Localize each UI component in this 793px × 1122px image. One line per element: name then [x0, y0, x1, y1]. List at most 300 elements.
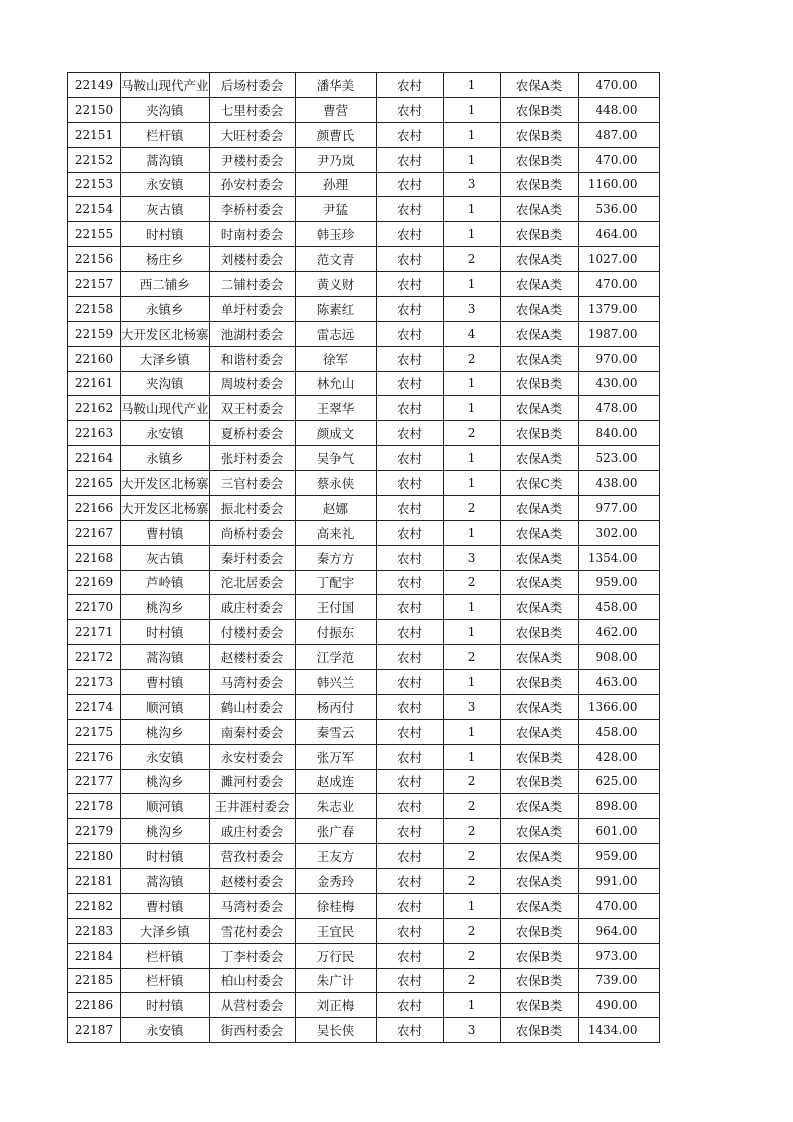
amount-cell: 840.00	[578, 421, 659, 446]
person-name-cell: 秦方方	[295, 545, 376, 570]
record-id-cell: 22168	[68, 545, 121, 570]
table-row	[68, 222, 660, 247]
village-committee-cell: 丁李村委会	[209, 943, 295, 968]
residence-type-cell: 农村	[376, 595, 443, 620]
township-cell: 曹村镇	[121, 893, 210, 918]
township-cell: 顺河镇	[121, 694, 210, 719]
person-name-cell: 徐桂梅	[295, 893, 376, 918]
township-cell: 永镇乡	[121, 446, 210, 471]
person-name-cell: 朱志业	[295, 794, 376, 819]
township-cell: 大开发区北杨寨	[121, 321, 210, 346]
insurance-category-cell: 农保A类	[500, 570, 578, 595]
record-id-cell: 22178	[68, 794, 121, 819]
household-count-cell: 2	[443, 645, 500, 670]
table-row	[68, 645, 660, 670]
person-name-cell: 赵成连	[295, 769, 376, 794]
village-committee-cell: 鹤山村委会	[209, 694, 295, 719]
village-committee-cell: 后场村委会	[209, 73, 295, 98]
amount-cell: 1354.00	[578, 545, 659, 570]
residence-type-cell: 农村	[376, 670, 443, 695]
amount-cell: 964.00	[578, 918, 659, 943]
record-id-cell: 22180	[68, 844, 121, 869]
insurance-category-cell: 农保A类	[500, 446, 578, 471]
record-id-cell: 22167	[68, 520, 121, 545]
insurance-category-cell: 农保B类	[500, 147, 578, 172]
record-id-cell: 22181	[68, 869, 121, 894]
insurance-category-cell: 农保A类	[500, 719, 578, 744]
record-id-cell: 22161	[68, 371, 121, 396]
household-count-cell: 2	[443, 943, 500, 968]
residence-type-cell: 农村	[376, 122, 443, 147]
village-committee-cell: 二铺村委会	[209, 272, 295, 297]
amount-cell: 428.00	[578, 744, 659, 769]
village-committee-cell: 李桥村委会	[209, 197, 295, 222]
amount-cell: 464.00	[578, 222, 659, 247]
insurance-category-cell: 农保A类	[500, 819, 578, 844]
residence-type-cell: 农村	[376, 869, 443, 894]
amount-cell: 601.00	[578, 819, 659, 844]
household-count-cell: 1	[443, 620, 500, 645]
amount-cell: 463.00	[578, 670, 659, 695]
residence-type-cell: 农村	[376, 993, 443, 1018]
village-committee-cell: 柏山村委会	[209, 968, 295, 993]
amount-cell: 973.00	[578, 943, 659, 968]
amount-cell: 523.00	[578, 446, 659, 471]
insurance-category-cell: 农保B类	[500, 968, 578, 993]
township-cell: 桃沟乡	[121, 595, 210, 620]
record-id-cell: 22154	[68, 197, 121, 222]
residence-type-cell: 农村	[376, 620, 443, 645]
township-cell: 栏杆镇	[121, 122, 210, 147]
table-row	[68, 495, 660, 520]
township-cell: 夹沟镇	[121, 371, 210, 396]
township-cell: 蒿沟镇	[121, 645, 210, 670]
township-cell: 永安镇	[121, 421, 210, 446]
township-cell: 灰古镇	[121, 545, 210, 570]
insurance-category-cell: 农保B类	[500, 620, 578, 645]
village-committee-cell: 戚庄村委会	[209, 595, 295, 620]
table-row	[68, 520, 660, 545]
amount-cell: 458.00	[578, 595, 659, 620]
township-cell: 时村镇	[121, 222, 210, 247]
household-count-cell: 1	[443, 670, 500, 695]
table-row	[68, 694, 660, 719]
amount-cell: 1379.00	[578, 296, 659, 321]
village-committee-cell: 振北村委会	[209, 495, 295, 520]
residence-type-cell: 农村	[376, 172, 443, 197]
record-id-cell: 22151	[68, 122, 121, 147]
township-cell: 灰古镇	[121, 197, 210, 222]
record-id-cell: 22187	[68, 1018, 121, 1043]
insurance-category-cell: 农保A类	[500, 645, 578, 670]
table-row	[68, 595, 660, 620]
insurance-category-cell: 农保B类	[500, 97, 578, 122]
household-count-cell: 2	[443, 819, 500, 844]
household-count-cell: 1	[443, 197, 500, 222]
insurance-category-cell: 农保A类	[500, 296, 578, 321]
township-cell: 时村镇	[121, 993, 210, 1018]
residence-type-cell: 农村	[376, 197, 443, 222]
township-cell: 蒿沟镇	[121, 869, 210, 894]
village-committee-cell: 马湾村委会	[209, 670, 295, 695]
table-row	[68, 321, 660, 346]
household-count-cell: 3	[443, 1018, 500, 1043]
residence-type-cell: 农村	[376, 645, 443, 670]
residence-type-cell: 农村	[376, 545, 443, 570]
township-cell: 夹沟镇	[121, 97, 210, 122]
table-row	[68, 471, 660, 496]
residence-type-cell: 农村	[376, 968, 443, 993]
record-id-cell: 22160	[68, 346, 121, 371]
record-id-cell: 22157	[68, 272, 121, 297]
insurance-category-cell: 农保B类	[500, 670, 578, 695]
township-cell: 杨庄乡	[121, 247, 210, 272]
amount-cell: 438.00	[578, 471, 659, 496]
residence-type-cell: 农村	[376, 346, 443, 371]
village-committee-cell: 三官村委会	[209, 471, 295, 496]
amount-cell: 1366.00	[578, 694, 659, 719]
table-row	[68, 446, 660, 471]
table-row	[68, 272, 660, 297]
person-name-cell: 林允山	[295, 371, 376, 396]
household-count-cell: 1	[443, 122, 500, 147]
amount-cell: 448.00	[578, 97, 659, 122]
record-id-cell: 22173	[68, 670, 121, 695]
residence-type-cell: 农村	[376, 147, 443, 172]
person-name-cell: 金秀玲	[295, 869, 376, 894]
household-count-cell: 2	[443, 247, 500, 272]
person-name-cell: 徐军	[295, 346, 376, 371]
village-committee-cell: 戚庄村委会	[209, 819, 295, 844]
household-count-cell: 3	[443, 694, 500, 719]
residence-type-cell: 农村	[376, 296, 443, 321]
township-cell: 永安镇	[121, 172, 210, 197]
amount-cell: 959.00	[578, 570, 659, 595]
amount-cell: 1027.00	[578, 247, 659, 272]
village-committee-cell: 马湾村委会	[209, 893, 295, 918]
insurance-category-cell: 农保B类	[500, 993, 578, 1018]
residence-type-cell: 农村	[376, 520, 443, 545]
record-id-cell: 22179	[68, 819, 121, 844]
record-id-cell: 22153	[68, 172, 121, 197]
township-cell: 马鞍山现代产业	[121, 396, 210, 421]
amount-cell: 470.00	[578, 147, 659, 172]
village-committee-cell: 尚桥村委会	[209, 520, 295, 545]
household-count-cell: 1	[443, 147, 500, 172]
person-name-cell: 张万军	[295, 744, 376, 769]
township-cell: 大泽乡镇	[121, 918, 210, 943]
township-cell: 西二铺乡	[121, 272, 210, 297]
village-committee-cell: 夏桥村委会	[209, 421, 295, 446]
person-name-cell: 王付国	[295, 595, 376, 620]
residence-type-cell: 农村	[376, 719, 443, 744]
person-name-cell: 付振东	[295, 620, 376, 645]
residence-type-cell: 农村	[376, 321, 443, 346]
insurance-category-cell: 农保A类	[500, 321, 578, 346]
insurance-category-cell: 农保B类	[500, 943, 578, 968]
household-count-cell: 2	[443, 968, 500, 993]
village-committee-cell: 周坡村委会	[209, 371, 295, 396]
residence-type-cell: 农村	[376, 396, 443, 421]
person-name-cell: 秦雪云	[295, 719, 376, 744]
township-cell: 时村镇	[121, 844, 210, 869]
amount-cell: 470.00	[578, 73, 659, 98]
village-committee-cell: 双王村委会	[209, 396, 295, 421]
table-row	[68, 844, 660, 869]
record-id-cell: 22184	[68, 943, 121, 968]
residence-type-cell: 农村	[376, 371, 443, 396]
amount-cell: 977.00	[578, 495, 659, 520]
insurance-category-cell: 农保A类	[500, 844, 578, 869]
township-cell: 栏杆镇	[121, 943, 210, 968]
person-name-cell: 赵娜	[295, 495, 376, 520]
table-row	[68, 73, 660, 98]
amount-cell: 898.00	[578, 794, 659, 819]
township-cell: 曹村镇	[121, 520, 210, 545]
township-cell: 永镇乡	[121, 296, 210, 321]
amount-cell: 1434.00	[578, 1018, 659, 1043]
household-count-cell: 3	[443, 545, 500, 570]
township-cell: 桃沟乡	[121, 769, 210, 794]
person-name-cell: 尹乃岚	[295, 147, 376, 172]
household-count-cell: 1	[443, 993, 500, 1018]
table-row	[68, 346, 660, 371]
residence-type-cell: 农村	[376, 222, 443, 247]
person-name-cell: 韩玉珍	[295, 222, 376, 247]
township-cell: 大开发区北杨寨	[121, 495, 210, 520]
person-name-cell: 范文青	[295, 247, 376, 272]
person-name-cell: 潘华美	[295, 73, 376, 98]
amount-cell: 470.00	[578, 893, 659, 918]
table-row	[68, 172, 660, 197]
insurance-category-cell: 农保A类	[500, 197, 578, 222]
table-row	[68, 993, 660, 1018]
record-id-cell: 22176	[68, 744, 121, 769]
insurance-category-cell: 农保B类	[500, 744, 578, 769]
township-cell: 蒿沟镇	[121, 147, 210, 172]
amount-cell: 1160.00	[578, 172, 659, 197]
residence-type-cell: 农村	[376, 844, 443, 869]
record-id-cell: 22169	[68, 570, 121, 595]
residence-type-cell: 农村	[376, 744, 443, 769]
record-id-cell: 22174	[68, 694, 121, 719]
township-cell: 顺河镇	[121, 794, 210, 819]
household-count-cell: 3	[443, 172, 500, 197]
village-committee-cell: 大旺村委会	[209, 122, 295, 147]
amount-cell: 487.00	[578, 122, 659, 147]
person-name-cell: 朱广计	[295, 968, 376, 993]
record-id-cell: 22150	[68, 97, 121, 122]
village-committee-cell: 时南村委会	[209, 222, 295, 247]
table-row	[68, 247, 660, 272]
household-count-cell: 1	[443, 893, 500, 918]
residence-type-cell: 农村	[376, 446, 443, 471]
household-count-cell: 1	[443, 595, 500, 620]
data-table	[67, 72, 660, 1043]
table-row	[68, 122, 660, 147]
residence-type-cell: 农村	[376, 794, 443, 819]
village-committee-cell: 张圩村委会	[209, 446, 295, 471]
insurance-category-cell: 农保A类	[500, 694, 578, 719]
household-count-cell: 2	[443, 346, 500, 371]
residence-type-cell: 农村	[376, 893, 443, 918]
table-row	[68, 197, 660, 222]
record-id-cell: 22175	[68, 719, 121, 744]
amount-cell: 302.00	[578, 520, 659, 545]
insurance-category-cell: 农保A类	[500, 869, 578, 894]
insurance-category-cell: 农保C类	[500, 471, 578, 496]
insurance-category-cell: 农保A类	[500, 520, 578, 545]
amount-cell: 625.00	[578, 769, 659, 794]
township-cell: 芦岭镇	[121, 570, 210, 595]
record-id-cell: 22162	[68, 396, 121, 421]
record-id-cell: 22156	[68, 247, 121, 272]
village-committee-cell: 七里村委会	[209, 97, 295, 122]
record-id-cell: 22172	[68, 645, 121, 670]
household-count-cell: 2	[443, 769, 500, 794]
insurance-category-cell: 农保A类	[500, 495, 578, 520]
township-cell: 永安镇	[121, 1018, 210, 1043]
table-row	[68, 819, 660, 844]
record-id-cell: 22164	[68, 446, 121, 471]
household-count-cell: 1	[443, 471, 500, 496]
person-name-cell: 张广春	[295, 819, 376, 844]
person-name-cell: 吴争气	[295, 446, 376, 471]
village-committee-cell: 孙安村委会	[209, 172, 295, 197]
table-row	[68, 869, 660, 894]
village-committee-cell: 永安村委会	[209, 744, 295, 769]
table-row	[68, 421, 660, 446]
table-row	[68, 794, 660, 819]
household-count-cell: 2	[443, 570, 500, 595]
village-committee-cell: 付楼村委会	[209, 620, 295, 645]
village-committee-cell: 沱北居委会	[209, 570, 295, 595]
household-count-cell: 2	[443, 844, 500, 869]
township-cell: 曹村镇	[121, 670, 210, 695]
residence-type-cell: 农村	[376, 769, 443, 794]
village-committee-cell: 王井涯村委会	[209, 794, 295, 819]
amount-cell: 959.00	[578, 844, 659, 869]
table-row	[68, 296, 660, 321]
township-cell: 桃沟乡	[121, 719, 210, 744]
village-committee-cell: 赵楼村委会	[209, 645, 295, 670]
record-id-cell: 22185	[68, 968, 121, 993]
household-count-cell: 1	[443, 520, 500, 545]
household-count-cell: 2	[443, 495, 500, 520]
household-count-cell: 1	[443, 97, 500, 122]
township-cell: 桃沟乡	[121, 819, 210, 844]
township-cell: 时村镇	[121, 620, 210, 645]
table-row	[68, 396, 660, 421]
village-committee-cell: 濉河村委会	[209, 769, 295, 794]
residence-type-cell: 农村	[376, 495, 443, 520]
residence-type-cell: 农村	[376, 421, 443, 446]
insurance-category-cell: 农保B类	[500, 222, 578, 247]
person-name-cell: 王宜民	[295, 918, 376, 943]
table-row	[68, 1018, 660, 1043]
township-cell: 马鞍山现代产业	[121, 73, 210, 98]
household-count-cell: 1	[443, 446, 500, 471]
insurance-category-cell: 农保B类	[500, 918, 578, 943]
insurance-category-cell: 农保B类	[500, 172, 578, 197]
village-committee-cell: 刘楼村委会	[209, 247, 295, 272]
insurance-category-cell: 农保B类	[500, 769, 578, 794]
person-name-cell: 颜曹氏	[295, 122, 376, 147]
insurance-category-cell: 农保A类	[500, 247, 578, 272]
residence-type-cell: 农村	[376, 73, 443, 98]
record-id-cell: 22183	[68, 918, 121, 943]
residence-type-cell: 农村	[376, 694, 443, 719]
household-count-cell: 4	[443, 321, 500, 346]
village-committee-cell: 单圩村委会	[209, 296, 295, 321]
table-row	[68, 968, 660, 993]
village-committee-cell: 南秦村委会	[209, 719, 295, 744]
record-id-cell: 22158	[68, 296, 121, 321]
person-name-cell: 蔡永侠	[295, 471, 376, 496]
table-row	[68, 147, 660, 172]
village-committee-cell: 街西村委会	[209, 1018, 295, 1043]
person-name-cell: 万行民	[295, 943, 376, 968]
table-row	[68, 545, 660, 570]
insurance-category-cell: 农保A类	[500, 893, 578, 918]
table-row	[68, 719, 660, 744]
household-count-cell: 1	[443, 272, 500, 297]
person-name-cell: 尹猛	[295, 197, 376, 222]
household-count-cell: 2	[443, 918, 500, 943]
household-count-cell: 2	[443, 794, 500, 819]
table-row	[68, 744, 660, 769]
amount-cell: 536.00	[578, 197, 659, 222]
record-id-cell: 22165	[68, 471, 121, 496]
household-count-cell: 1	[443, 73, 500, 98]
amount-cell: 908.00	[578, 645, 659, 670]
insurance-category-cell: 农保A类	[500, 346, 578, 371]
residence-type-cell: 农村	[376, 471, 443, 496]
person-name-cell: 孙理	[295, 172, 376, 197]
table-row	[68, 570, 660, 595]
amount-cell: 430.00	[578, 371, 659, 396]
village-committee-cell: 池湖村委会	[209, 321, 295, 346]
insurance-category-cell: 农保B类	[500, 122, 578, 147]
record-id-cell: 22149	[68, 73, 121, 98]
village-committee-cell: 营孜村委会	[209, 844, 295, 869]
township-cell: 永安镇	[121, 744, 210, 769]
table-row	[68, 943, 660, 968]
person-name-cell: 韩兴兰	[295, 670, 376, 695]
amount-cell: 478.00	[578, 396, 659, 421]
person-name-cell: 雷志远	[295, 321, 376, 346]
village-committee-cell: 尹楼村委会	[209, 147, 295, 172]
village-committee-cell: 赵楼村委会	[209, 869, 295, 894]
residence-type-cell: 农村	[376, 819, 443, 844]
household-count-cell: 1	[443, 396, 500, 421]
residence-type-cell: 农村	[376, 97, 443, 122]
insurance-category-cell: 农保A类	[500, 545, 578, 570]
person-name-cell: 王友方	[295, 844, 376, 869]
amount-cell: 470.00	[578, 272, 659, 297]
household-count-cell: 1	[443, 371, 500, 396]
table-row	[68, 620, 660, 645]
amount-cell: 970.00	[578, 346, 659, 371]
village-committee-cell: 和谐村委会	[209, 346, 295, 371]
table-row	[68, 97, 660, 122]
person-name-cell: 陈素红	[295, 296, 376, 321]
township-cell: 栏杆镇	[121, 968, 210, 993]
table-row	[68, 893, 660, 918]
insurance-category-cell: 农保B类	[500, 371, 578, 396]
person-name-cell: 杨丙付	[295, 694, 376, 719]
household-count-cell: 3	[443, 296, 500, 321]
